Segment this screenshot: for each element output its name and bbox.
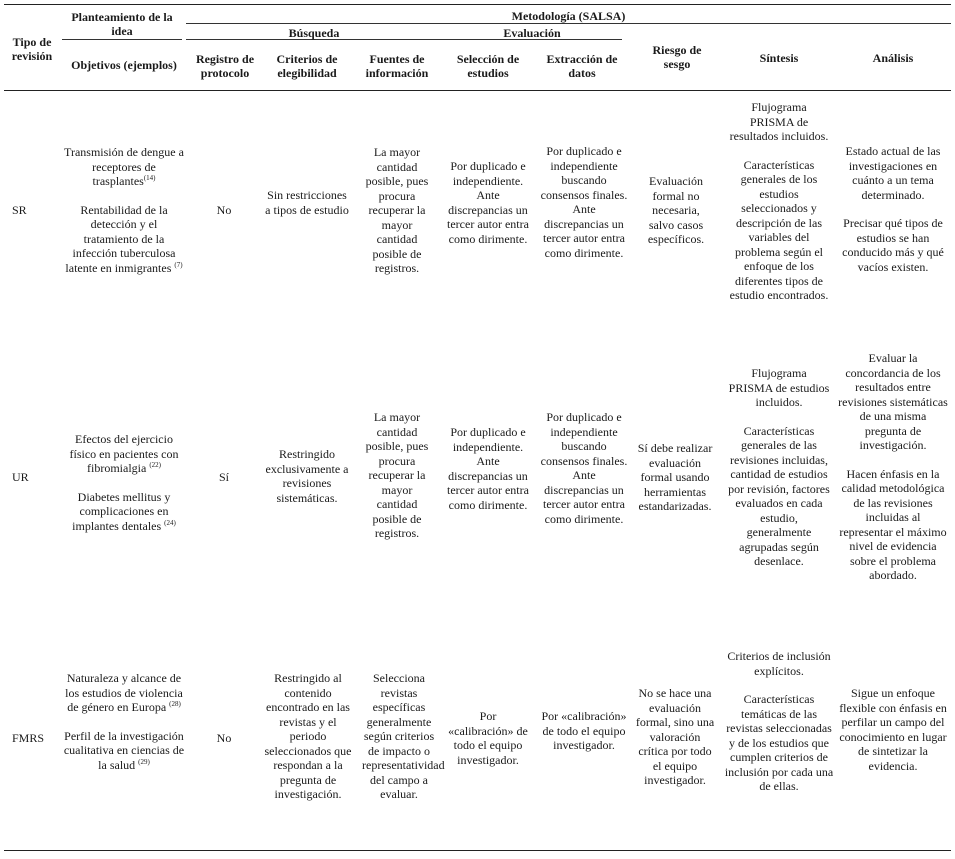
header-criterios: Criterios de elegibilidad [276,52,338,80]
metodologia-underline [186,23,951,24]
header-metodologia: Metodología (SALSA) [511,9,626,23]
row-ur-registro: Sí [218,470,229,484]
row-sr-obj2-ref: (7) [174,260,183,269]
row-ur-fuentes: La mayor cantidad posible, pues procura recuperar la mayor cantidad posible de registros. [365,410,429,540]
header-bottom-rule [4,90,951,91]
header-fuentes: Fuentes de información [365,52,429,80]
row-sr-criterios: Sin restricciones a tipos de estudio [265,188,349,217]
row-sr-obj1: Transmisión de dengue a receptores de trasplantes [64,145,184,188]
row-fmrs-registro: No [216,731,232,745]
header-sintesis: Síntesis [759,51,799,65]
row-ur-sintesis1: Flujograma PRISMA de estudios incluidos. [728,366,830,409]
row-fmrs-riesgo: No se hace una evaluación formal, sino una valoración crítica por todo el equipo investigador. [635,686,715,787]
row-ur-sintesis2: Características generales de las revisiones incluidas, cantidad de estudios por revisión, factores evaluados en cada estudio, generalmente agrupadas según desenlace. [728,423,830,568]
row-ur-seleccion: Por duplicado e independiente. Ante discrepancias un tercer autor entra como dirimente. [447,425,529,512]
row-sr-objetivos [62,145,186,275]
row-sr-seleccion: Por duplicado e independiente. Ante discrepancias un tercer autor entra como dirimente. [447,159,529,246]
row-ur-analisis1: Evaluar la concordancia de los resultados entre revisiones sistemáticas de una misma pregunta de investigación. [838,351,948,452]
row-fmrs-objetivos [62,671,186,772]
row-sr-obj2: Rentabilidad de la detección y el tratamiento de la infección tuberculosa latente en inmigrantes [65,202,176,275]
header-seleccion: Selección de estudios [456,52,520,80]
row-fmrs-analisis1: Sigue un enfoque flexible con énfasis en perfilar un campo del conocimiento en lugar de sintetizar la evidencia. [839,686,947,773]
row-sr-analisis1: Estado actual de las investigaciones en cuánto a un tema determinado. [845,144,941,202]
header-extraccion: Extracción de datos [546,52,618,80]
row-sr-obj1-ref: (14) [143,174,156,182]
planteamiento-underline [62,39,182,40]
header-busqueda: Búsqueda [288,26,340,40]
row-ur-analisis [838,351,948,583]
header-riesgo: Riesgo de sesgo [652,43,702,71]
row-sr-analisis2: Precisar qué tipos de estudios se han conducido más y qué vacíos existen. [842,216,944,274]
row-ur-analisis2: Hacen énfasis en la calidad metodológica de las revisiones incluidas al representar el máximo nivel de evidencia sobre el problema abordado. [839,466,947,582]
header-tipo-revision: Tipo de revisión [11,35,53,63]
row-sr-analisis [838,144,948,274]
row-fmrs-analisis [838,686,948,773]
row-ur-obj2-ref: (24) [164,518,176,527]
row-ur-tipo: UR [12,470,29,484]
row-ur-obj2: Diabetes mellitus y complicaciones en implantes dentales [72,489,171,533]
row-sr-fuentes: La mayor cantidad posible, pues procura recuperar la mayor cantidad posible de registros. [365,145,429,275]
row-fmrs-sintesis2: Características temáticas de las revistas seleccionadas y de los estudios que cumplen criterios de inclusión por cada una de ellas. [724,692,834,793]
table-top-rule [4,4,951,5]
row-sr-extraccion: Por duplicado e independiente buscando consensos finales. Ante discrepancias un tercer autor entra como dirimente. [540,144,628,260]
row-fmrs-criterios: Restringido al contenido encontrado en las revistas y el periodo seleccionados que respondan a la pregunta de investigación. [264,671,352,801]
header-planteamiento: Planteamiento de la idea [71,10,173,38]
row-ur-riesgo: Sí debe realizar evaluación formal usando herramientas estandarizadas. [637,441,713,513]
row-sr-sintesis2: Características generales de los estudios seleccionados y descripción de las variables del problema según el enfoque de los diferentes tipos de estudio encontrados. [729,157,829,302]
row-sr-sintesis [728,100,830,303]
header-analisis: Análisis [872,51,914,65]
header-evaluacion: Evaluación [503,26,561,40]
row-fmrs-tipo: FMRS [12,731,45,745]
row-fmrs-obj2-ref: (29) [138,757,150,766]
row-ur-obj1-ref: (22) [149,461,161,469]
row-fmrs-sintesis [724,649,834,794]
row-sr-riesgo: Evaluación formal no necesaria, salvo casos específicos. [647,174,705,246]
row-ur-extraccion: Por duplicado e independiente buscando consensos finales. Ante discrepancias un tercer autor entra como dirimente. [540,410,628,526]
row-ur-criterios: Restringido exclusivamente a revisiones sistemáticas. [265,447,349,505]
row-sr-registro: No [216,203,232,217]
row-fmrs-obj1: Naturaleza y alcance de los estudios de violencia de género en Europa [65,671,183,714]
table-bottom-rule [4,850,951,851]
row-sr-tipo: SR [12,203,27,217]
row-ur-obj1: Efectos del ejercicio físico en pacientes con fibromialgia [69,432,179,475]
row-sr-sintesis1: Flujograma PRISMA de resultados incluidos. [729,100,829,143]
row-fmrs-obj1-ref: (28) [169,700,181,708]
row-ur-sintesis [728,366,830,569]
header-registro: Registro de protocolo [195,52,255,80]
row-fmrs-fuentes: Selecciona revistas específicas generalmente según criterios de impacto o representatividad del campo a evaluar. [362,671,445,801]
header-objetivos: Objetivos (ejemplos) [71,58,177,72]
row-fmrs-obj2: Perfil de la investigación cualitativa en ciencias de la salud [63,728,185,772]
row-fmrs-sintesis1: Criterios de inclusión explícitos. [727,649,831,678]
row-fmrs-extraccion: Por «calibración» de todo el equipo investigador. [541,709,627,752]
row-fmrs-seleccion: Por «calibración» de todo el equipo investigador. [448,709,528,767]
row-ur-objetivos [62,432,186,533]
